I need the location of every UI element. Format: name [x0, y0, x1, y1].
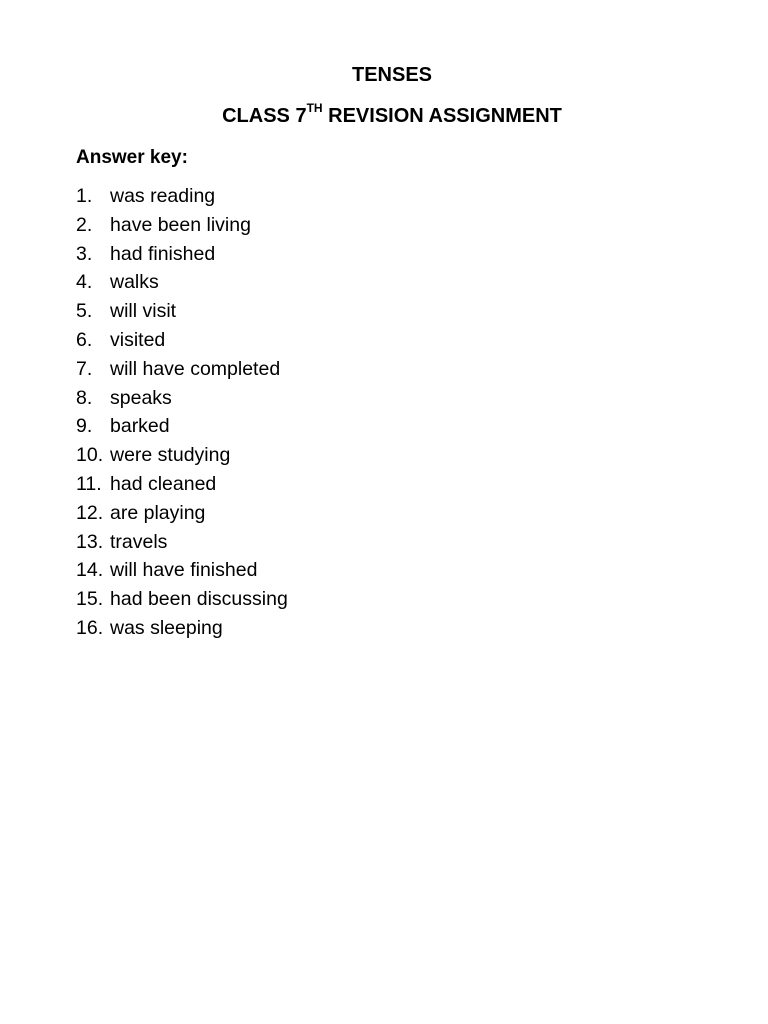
- answer-number: 4.: [76, 271, 93, 294]
- list-item: [76, 556, 288, 585]
- list-item: [76, 268, 288, 297]
- answer-number: 15.: [76, 588, 104, 611]
- answer-text: will have completed: [110, 357, 281, 380]
- answer-number: 1.: [76, 185, 93, 207]
- list-item: [76, 384, 288, 413]
- list-item: [76, 240, 288, 269]
- list-item: [76, 441, 288, 470]
- answer-number: 16.: [76, 616, 104, 639]
- answer-text: had finished: [110, 242, 216, 265]
- list-item: [76, 412, 288, 441]
- answer-number: 11.: [76, 472, 102, 495]
- answer-text: were studying: [110, 444, 231, 467]
- answer-number: 13.: [76, 530, 104, 553]
- answer-number: 10.: [76, 444, 104, 467]
- document-subtitle: [8, 101, 768, 128]
- list-item: [76, 614, 288, 643]
- list-item: [76, 470, 288, 499]
- answer-number: 9.: [76, 415, 93, 438]
- answer-text: will visit: [110, 300, 177, 323]
- answer-text: was reading: [110, 185, 216, 207]
- answer-text: have been living: [110, 213, 251, 236]
- document-title: TENSES: [351, 64, 433, 86]
- answer-number: 7.: [76, 357, 93, 380]
- list-item: [76, 211, 288, 240]
- answer-key-heading: Answer key:: [76, 147, 188, 168]
- answer-text: barked: [110, 415, 170, 438]
- answer-number: 14.: [76, 559, 104, 582]
- list-item: [76, 355, 288, 384]
- answer-number: 6.: [76, 328, 93, 351]
- answer-text: was sleeping: [110, 616, 223, 639]
- answer-number: 8.: [76, 386, 93, 409]
- list-item: [76, 499, 288, 528]
- answer-text: are playing: [110, 501, 206, 524]
- answer-number: 5.: [76, 300, 93, 323]
- answer-list: [76, 182, 288, 643]
- subtitle-superscript: TH: [306, 101, 323, 116]
- answer-text: will have finished: [110, 559, 258, 582]
- answer-number: 2.: [76, 213, 93, 236]
- answer-text: had been discussing: [110, 588, 288, 611]
- answer-text: walks: [110, 271, 159, 294]
- list-item: [76, 528, 288, 557]
- subtitle-prefix: CLASS 7: [222, 105, 307, 127]
- list-item: [76, 297, 288, 326]
- answer-text: speaks: [110, 386, 172, 409]
- answer-text: visited: [110, 328, 166, 351]
- list-item: [76, 326, 288, 355]
- answer-number: 12.: [76, 501, 104, 524]
- list-item: [76, 182, 288, 211]
- answer-number: 3.: [76, 242, 93, 265]
- answer-text: had cleaned: [110, 472, 217, 495]
- subtitle-suffix: REVISION ASSIGNMENT: [322, 105, 562, 127]
- list-item: [76, 585, 288, 614]
- answer-text: travels: [110, 530, 168, 553]
